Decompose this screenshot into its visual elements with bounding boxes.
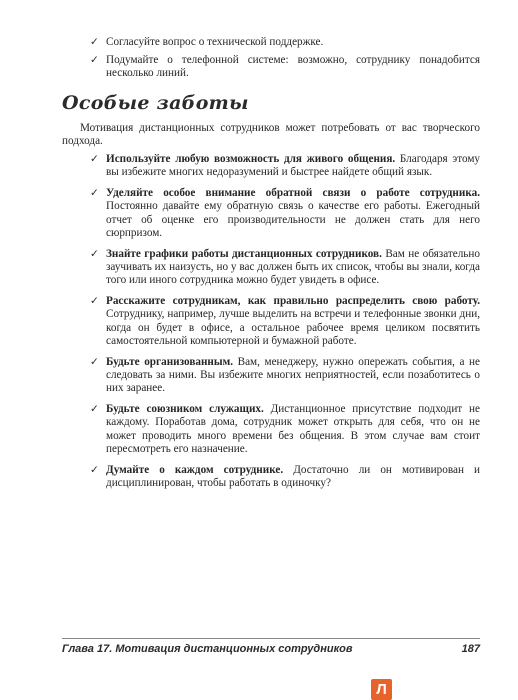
list-item	[90, 54, 480, 81]
logo-letter: Л	[376, 681, 387, 698]
item-text: Вам не обязательно заучивать их наизусть, но у вас должен быть их список, чтобы вы знали, когда того или иного сотрудника можно будет увидеть в офисе.	[106, 247, 480, 287]
checkmark-icon: ✓	[90, 36, 99, 48]
list-item	[90, 187, 480, 241]
checkmark-icon: ✓	[90, 153, 99, 165]
checkmark-icon: ✓	[90, 247, 99, 260]
item-lead: Знайте графики работы дистанционных сотрудников.	[106, 247, 382, 260]
item-text: Постоянно давайте ему обратную связь о качестве его работы. Ежегодный отчет об оценке его производительности не должен стать для него сюрпризом.	[106, 200, 480, 240]
section-heading: Особые заботы	[62, 92, 249, 114]
list-item	[90, 248, 480, 288]
item-text: Согласуйте вопрос о технической поддержке.	[106, 36, 324, 48]
footer-chapter-title: Глава 17. Мотивация дистанционных сотрудников	[62, 643, 353, 655]
intro-paragraph: Мотивация дистанционных сотрудников может потребовать от вас творческого подхода.	[62, 122, 480, 148]
item-lead: Уделяйте особое внимание обратной связи о работе сотрудника.	[106, 186, 480, 199]
list-item	[90, 295, 480, 349]
item-text: Сотруднику, например, лучше выделить на встречи и телефонные звонки дни, когда он будет в офисе, а остальное рабочее время целиком посвятить самостоятельной компьютерной и бумажной работе.	[106, 308, 480, 348]
list-item	[90, 464, 480, 491]
item-text: Дистанционное присутствие подходит не каждому. Поработав дома, сотрудник может открыть для себя, что он не может проводить много времени без общения. В этом случае вам стоит пересмотреть его назначение.	[106, 402, 480, 456]
item-lead: Используйте любую возможность для живого общения.	[106, 153, 396, 165]
item-text: Подумайте о телефонной системе: возможно, сотруднику понадобится несколько линий.	[106, 54, 480, 80]
checkmark-icon: ✓	[90, 294, 99, 307]
footer-divider	[62, 638, 480, 639]
item-text: Благодаря этому вы избежите многих недоразумений и быстрее найдете общий язык.	[106, 153, 481, 179]
checkmark-icon: ✓	[90, 54, 99, 66]
item-text: Достаточно ли он мотивирован и дисциплинирован, чтобы работать в одиночку?	[106, 463, 480, 490]
page-number: 187	[461, 643, 480, 655]
list-item	[90, 153, 480, 180]
checkmark-icon: ✓	[90, 463, 99, 476]
checkmark-icon: ✓	[90, 186, 99, 199]
item-lead: Думайте о каждом сотруднике.	[106, 463, 284, 476]
list-item	[90, 403, 480, 457]
checkmark-icon: ✓	[90, 402, 99, 415]
item-lead: Будьте союзником служащих.	[106, 402, 264, 415]
item-text: Вам, менеджеру, нужно опережать события, а не следовать за ними. Вы избежите многих неприятностей, если позаботитесь о них заранее.	[106, 355, 480, 395]
publisher-logo-icon	[371, 679, 392, 700]
list-item	[90, 356, 480, 396]
main-checklist	[90, 153, 480, 498]
checkmark-icon: ✓	[90, 355, 99, 368]
item-lead: Расскажите сотрудникам, как правильно распределить свою работу.	[106, 294, 480, 307]
list-item	[90, 36, 480, 49]
top-checklist	[90, 36, 480, 85]
item-lead: Будьте организованным.	[106, 355, 234, 368]
